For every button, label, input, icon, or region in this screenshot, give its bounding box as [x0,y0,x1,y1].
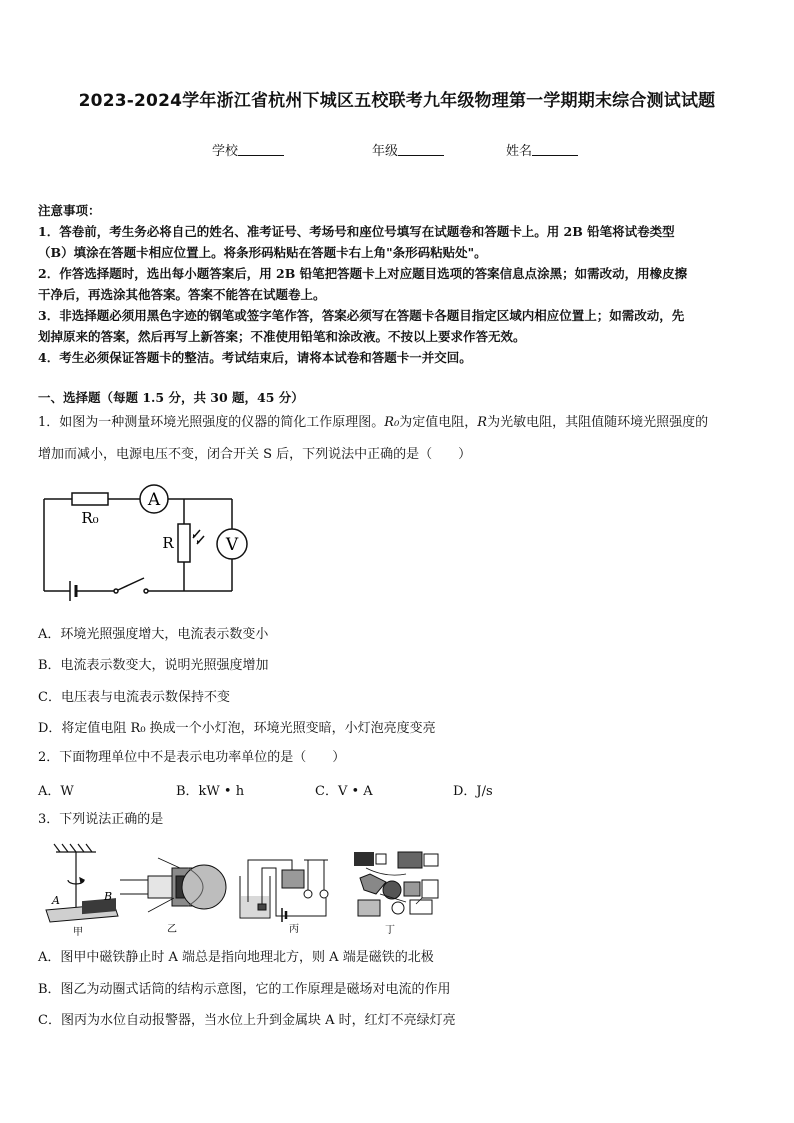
grade-label: 年级 [372,144,399,159]
voltmeter-label: V [225,535,239,555]
school-field [212,140,284,159]
name-label: 姓名 [506,144,533,159]
fig-label-bing: 丙 [289,924,299,935]
notes-item2a: 2．作答选择题时，选出每小题答案后，用 2B 铅笔把答题卡上对应题目选项的答案信息点涂黑；如需改动，用橡皮擦 [38,266,688,281]
q2-option-b[interactable]: B．kW • h [176,784,245,799]
q1-stem-line1 [38,413,760,433]
grade-blank[interactable] [398,143,444,156]
q1-text-b: 为定值电阻， [399,415,478,430]
notes-heading: 注意事项： [38,203,101,218]
notes-item2b: 干净后，再选涂其他答案。答案不能答在试题卷上。 [38,287,326,302]
q3-option-c[interactable]: C．图丙为水位自动报警器，当水位上升到金属块 A 时，红灯不亮绿灯亮 [38,1013,456,1028]
switch-blade [118,578,144,590]
fig-jia-b: B [104,890,113,903]
q1-stem-line2: 增加而减小，电源电压不变，闭合开关 S 后，下列说法中正确的是（ ） [38,447,472,462]
figure-ding [346,838,442,938]
q2-option-c[interactable]: C．V • A [315,784,373,799]
section-heading: 一、选择题（每题 1.5 分，共 30 题，45 分） [38,390,304,405]
page-title: 2023-2024学年浙江省杭州下城区五校联考九年级物理第一学期期末综合测试试题 [78,91,716,111]
notes-item3a: 3．非选择题必须用黑色字迹的钢笔或签字笔作答，答案必须写在答题卡各题目指定区域内相应位置上；如需改动，先 [38,308,685,323]
q1-option-c[interactable]: C．电压表与电流表示数保持不变 [38,690,230,705]
figure-jia [38,838,126,938]
resistor-r0 [72,493,108,505]
fig-label-ding: 丁 [385,925,395,936]
q2-option-a[interactable]: A．W [38,784,74,799]
figure-yi [118,846,230,938]
notes-item1a: 1．答卷前，考生务必将自己的姓名、准考证号、考场号和座位号填写在试题卷和答题卡上。用 2B 铅笔将试卷类型 [38,224,675,239]
q3-option-a[interactable]: A．图甲中磁铁静止时 A 端总是指向地理北方，则 A 端是磁铁的北极 [38,950,434,965]
school-label: 学校 [212,144,239,159]
q2-stem: 2．下面物理单位中不是表示电功率单位的是（ ） [38,750,346,765]
r0-label: R₀ [81,509,99,527]
notes-item1b: （B）填涂在答题卡相应位置上。将条形码粘贴在答题卡右上角"条形码粘贴处"。 [38,245,487,260]
ammeter-label: A [147,490,161,510]
name-blank[interactable] [532,143,578,156]
photoresistor [178,524,190,562]
figure-bing [236,846,336,938]
q3-stem: 3．下列说法正确的是 [38,812,164,827]
q1-r: R [477,415,488,430]
grade-field [372,140,444,159]
fig-label-jia: 甲 [73,927,83,938]
r-label: R [162,534,174,552]
name-field [506,140,578,159]
q2-option-d[interactable]: D．J/s [453,784,493,799]
q1-text-a: 1．如图为一种测量环境光照强度的仪器的简化工作原理图。 [38,415,385,430]
circuit-diagram [36,478,266,608]
school-blank[interactable] [238,143,284,156]
q1-option-a[interactable]: A．环境光照强度增大，电流表示数变小 [38,627,269,642]
q3-option-b[interactable]: B．图乙为动圈式话筒的结构示意图，它的工作原理是磁场对电流的作用 [38,982,451,997]
fig-jia-a: A [52,894,60,907]
q1-option-b[interactable]: B．电流表示数变大，说明光照强度增加 [38,658,269,673]
notes-item3b: 划掉原来的答案，然后再写上新答案；不准使用铅笔和涂改液。不按以上要求作答无效。 [38,329,526,344]
q1-option-d[interactable]: D．将定值电阻 R₀ 换成一个小灯泡，环境光照变暗，小灯泡亮度变亮 [38,721,436,736]
q1-r0: R₀ [384,415,400,430]
q1-text-c: 为光敏电阻，其阻值随环境光照强度的 [487,415,709,430]
notes-block [38,200,760,368]
notes-item4: 4．考生必须保证答题卡的整洁。考试结束后，请将本试卷和答题卡一并交回。 [38,350,472,365]
fig-label-yi: 乙 [167,924,177,935]
